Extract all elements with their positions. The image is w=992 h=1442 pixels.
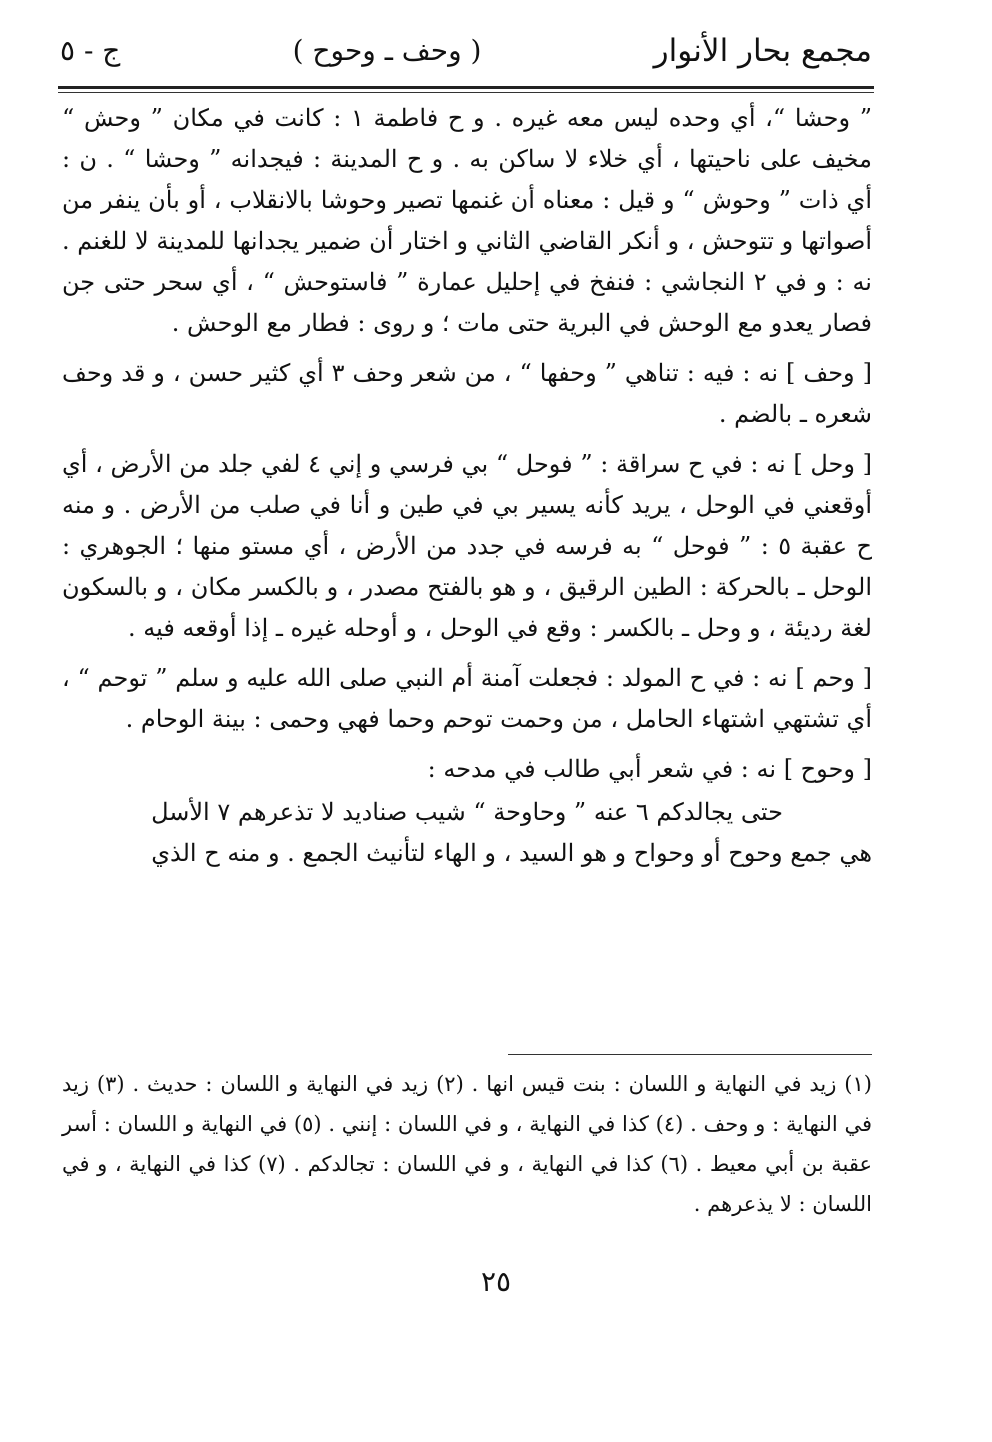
page-number: ٢٥ (480, 1265, 512, 1298)
footnotes (62, 1064, 872, 1224)
main-text (62, 98, 872, 874)
paragraph-wahl: [ وحل ] نه : في ح سراقة : ” فوحل “ بي فرسي و إني ٤ لفي جلد من الأرض ، أي أوقعني في الوحل ، يريد كأنه يسير بي في طين و أنا في صلب من الأرض . و منه ح عقبة ٥ : ” فوحل “ به فرسه في جدد من الأرض ، أي مستو منها ؛ الجوهري : الوحل ـ بالحركة : الطين الرقيق ، و هو بالفتح مصدر ، و بالكسر مكان ، و بالسكون لغة رديئة ، و وحل ـ بالكسر : وقع في الوحل ، و أوحله غيره ـ إذا أوقعه فيه . (62, 450, 873, 642)
paragraph-waham: [ وحم ] نه : في ح المولد : فجعلت آمنة أم النبي صلى الله عليه و سلم ” توحم “ ، أي تشتهي اشتهاء الحامل ، من وحمت توحم وحما فهي وحمى : بينة الوحام . (62, 664, 872, 733)
paragraph-wahwah: [ وحوح ] نه : في شعر أبي طالب في مدحه : (427, 755, 872, 783)
footnote-rule (508, 1054, 872, 1055)
paragraph-wahsh: ” وحشا “، أي وحده ليس معه غيره . و ح فاطمة ١ : كانت في مكان ” وحش “ مخيف على ناحيتها ، أي خلاء لا ساكن به . و ح المدينة : فيجدانه ” وحشا “ . ن : أي ذات ” وحوش “ و قيل : معناه أن غنمها تصير وحوشا بالانقلاب ، أو بأن ينفر من أصواتها و تتوحش ، و أنكر القاضي الثاني و اختار أن ضمير يجدانها للمدينة لا للغنم . نه : و في ٢ النجاشي : فنفخ في إحليل عمارة ” فاستوحش “ ، أي سحر حتى جن فصار يعدو مع الوحش في البرية حتى مات ؛ و روى : فطار مع الوحش . (62, 104, 872, 337)
running-header (60, 26, 872, 76)
entry-range: ( وحف ـ وحوح ) (292, 34, 482, 67)
book-title: مجمع بحار الأنوار (653, 33, 872, 69)
header-rule-thick (58, 86, 874, 89)
paragraph-wahwah-cont: هي جمع وحوح أو وحواح و هو السيد ، و الهاء لتأنيث الجمع . و منه ح الذي (151, 839, 872, 867)
paragraph-wahf: [ وحف ] نه : فيه : تناهي ” وحفها “ ، من شعر وحف ٣ أي كثير حسن ، و قد وحف شعره ـ بالضم . (62, 359, 872, 428)
header-rule-thin (58, 92, 874, 93)
poem-verse: حتى يجالدكم ٦ عنه ” وحاوحة “ شيب صناديد لا تذعرهم ٧ الأسل (151, 798, 783, 826)
footnotes-text: (١) زيد في النهاية و اللسان : بنت قيس انها . (٢) زيد في النهاية و اللسان : حديث . (٣) زيد في النهاية : و وحف . (٤) كذا في النهاية ، و في اللسان : إنني . (٥) في النهاية و اللسان : أسر عقبة بن أبي معيط . (٦) كذا في النهاية ، و في اللسان : تجالدكم . (٧) كذا في النهاية ، و في اللسان : لا يذعرهم . (62, 1072, 873, 1216)
volume-number: ج - ٥ (60, 34, 121, 67)
